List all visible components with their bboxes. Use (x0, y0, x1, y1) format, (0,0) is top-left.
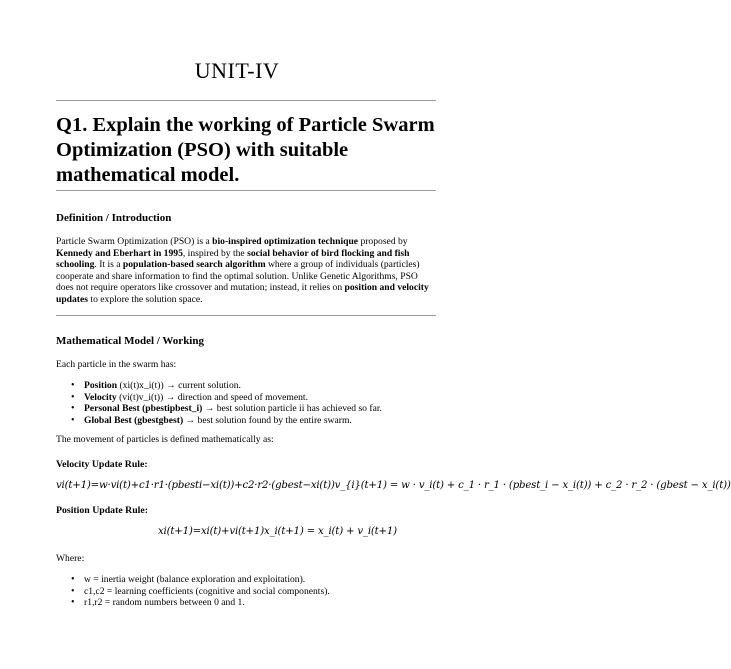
definition-text-4: . It is a (94, 259, 123, 271)
definition-text-1: Particle Swarm Optimization (PSO) is a (56, 236, 213, 247)
movement-text: The movement of particles is defined mathematically as: (56, 434, 274, 445)
definition-heading: Definition / Introduction (56, 212, 172, 224)
definition-text-6: to explore the solution space. (88, 293, 203, 305)
list-item (56, 415, 436, 427)
definition-paragraph (56, 236, 436, 306)
definition-bold-3: social behavior of bird flocking and fish schooling (56, 247, 410, 271)
definition-text-2: proposed by (358, 236, 408, 247)
question-title: Q1. Explain the working of Particle Swarm Optimization (PSO) with suitable mathematical model. (56, 114, 435, 186)
definition-bold-1: bio-inspired optimization technique (212, 236, 359, 247)
position-equation: xi(t+1)=xi(t)+vi(t+1)x_i(t+1) = x_i(t) + v_i(t+1) (158, 526, 397, 537)
list-item-label: Position (84, 380, 118, 391)
list-item (56, 392, 436, 404)
velocity-equation: vi(t+1)=w·vi(t)+c1·r1·(pbesti−xi(t))+c2·r2·(gbest−xi(t))v_{i}(t+1) = w · v_i(t) + c_1 · r_1 · (pbest_i − x_i(t)) + c_2 · r_2 · (gbest − x_i(t)) (56, 480, 731, 491)
definition-text-5: where a group of individuals (particles) cooperate and share information to find the optimal solution. Unlike Genetic Algorithms, PSO does not require operators like crossover and mutation; instead, it relies on (56, 259, 420, 294)
where-text: Where: (56, 553, 85, 564)
velocity-heading: Velocity Update Rule: (56, 459, 148, 470)
where-list (56, 574, 436, 609)
list-item: • r1,r2 = random numbers between 0 and 1. (56, 597, 436, 609)
divider-question (56, 190, 436, 191)
list-item: • w = inertia weight (balance exploration and exploitation). (56, 574, 436, 586)
definition-text-3: , inspired by the (182, 247, 248, 259)
definition-bold-2: Kennedy and Eberhart in 1995 (56, 247, 183, 259)
model-intro: Each particle in the swarm has: (56, 359, 177, 370)
list-item-text: (xi(t)x_i(t)) → current solution. (117, 380, 241, 391)
list-item-text: → best solution found by the entire swarm. (183, 414, 352, 426)
list-item: • c1,c2 = learning coefficients (cognitive and social components). (56, 586, 436, 598)
position-heading: Position Update Rule: (56, 505, 148, 516)
list-item-text: → best solution particle ii has achieved so far. (202, 403, 382, 415)
list-item-label: Personal Best (pbestipbest_i) (84, 403, 203, 415)
list-item-label: Global Best (gbestgbest) (84, 414, 184, 426)
divider-top (56, 100, 436, 101)
divider-definition (56, 315, 436, 316)
particle-attributes-list (56, 380, 436, 426)
list-item (56, 380, 436, 392)
unit-title: UNIT-IV (194, 58, 280, 83)
list-item-label: Velocity (84, 391, 117, 403)
definition-bold-5: position and velocity updates (56, 282, 429, 305)
model-heading: Mathematical Model / Working (56, 335, 204, 347)
list-item-text: (vi(t)v_i(t)) → direction and speed of movement. (116, 391, 308, 403)
list-item (56, 403, 436, 415)
definition-bold-4: population-based search algorithm (122, 259, 266, 271)
